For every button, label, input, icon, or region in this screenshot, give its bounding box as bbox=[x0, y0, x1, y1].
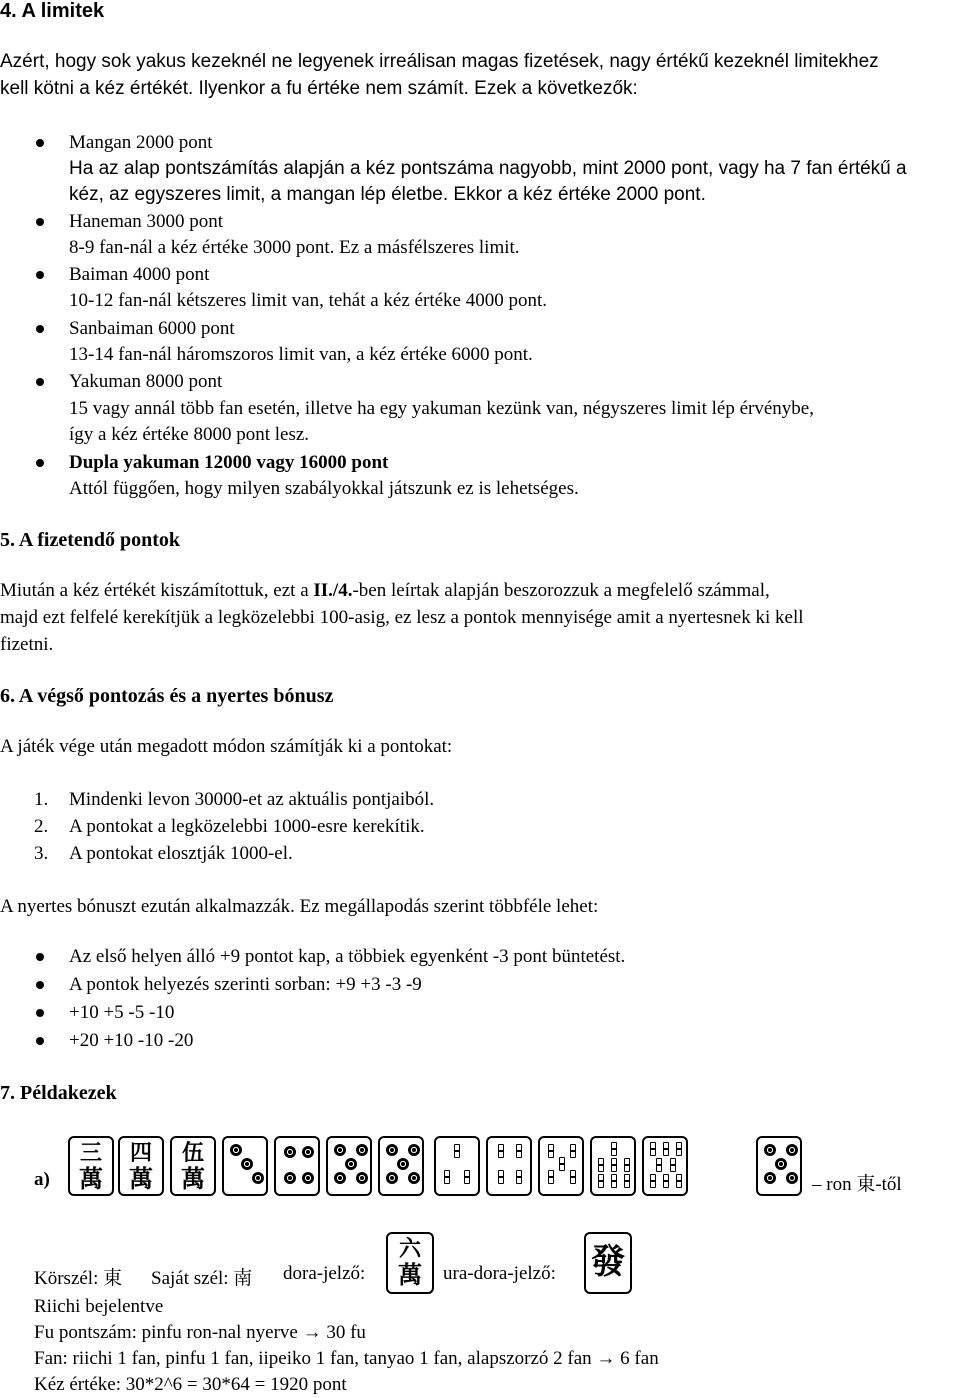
pin-tile bbox=[222, 1136, 268, 1196]
section-4-intro-line-2: kell kötni a kéz értékét. Ilyenkor a fu értéke nem számít. Ezek a következők: bbox=[0, 78, 638, 99]
bullet-icon bbox=[36, 378, 44, 386]
pin-circle-icon bbox=[408, 1172, 420, 1184]
tile-number: 三 bbox=[79, 1140, 102, 1166]
bamboo-stick-icon bbox=[670, 1158, 676, 1172]
bonus-option: +10 +5 -5 -10 bbox=[69, 1002, 175, 1023]
section-7-heading: 7. Példakezek bbox=[0, 1082, 117, 1104]
bonus-intro: A nyertes bónuszt ezután alkalmazzák. Ez megállapodás szerint többféle lehet: bbox=[0, 896, 599, 917]
pin-circle-icon bbox=[302, 1146, 314, 1158]
limit-desc-line: 13-14 fan-nál háromszoros limit van, a kéz értéke 6000 pont. bbox=[69, 344, 533, 365]
bonus-option: Az első helyen álló +9 pontot kap, a többiek egyenként -3 pont büntetést. bbox=[69, 946, 626, 967]
limit-desc-line: Attól függően, hogy milyen szabályokkal játszunk ez is lehetséges. bbox=[69, 478, 579, 499]
man-tile bbox=[118, 1136, 164, 1196]
pin-circle-icon bbox=[397, 1158, 409, 1170]
step-text: A pontokat a legközelebbi 1000-esre kerekítik. bbox=[69, 816, 425, 837]
bonus-option: +20 +10 -10 -20 bbox=[69, 1030, 194, 1051]
tile-number: 伍 bbox=[181, 1140, 204, 1166]
bamboo-stick-icon bbox=[650, 1174, 656, 1188]
tile-suit: 萬 bbox=[181, 1164, 205, 1193]
bamboo-stick-icon bbox=[548, 1170, 554, 1184]
bamboo-stick-icon bbox=[559, 1157, 565, 1171]
bamboo-stick-icon bbox=[598, 1174, 604, 1188]
pin-circle-icon bbox=[764, 1144, 776, 1156]
ura-dora-indicator-tile bbox=[584, 1232, 632, 1294]
limit-title-mangan: Mangan 2000 pont bbox=[69, 132, 213, 153]
bamboo-stick-icon bbox=[611, 1158, 617, 1172]
bamboo-stick-icon bbox=[464, 1170, 470, 1184]
section-6-heading: 6. A végső pontozás és a nyertes bónusz bbox=[0, 685, 334, 707]
note-line: Riichi bejelentve bbox=[34, 1296, 164, 1317]
step-text: Mindenki levon 30000-et az aktuális pontjaiból. bbox=[69, 789, 435, 810]
bullet-icon bbox=[36, 271, 44, 279]
pin-circle-icon bbox=[334, 1172, 346, 1184]
section-5-line-1-post: -ben leírtak alapján beszorozzuk a megfelelő számmal, bbox=[352, 580, 770, 601]
bullet-icon bbox=[36, 1009, 44, 1017]
bamboo-stick-icon bbox=[570, 1170, 576, 1184]
bamboo-stick-icon bbox=[624, 1158, 630, 1172]
ron-text: – ron 東-től bbox=[812, 1174, 902, 1195]
pin-tile bbox=[274, 1136, 320, 1196]
step-number: 3. bbox=[34, 843, 49, 864]
limit-title-sanbaiman: Sanbaiman 6000 pont bbox=[69, 318, 235, 339]
limit-title-baiman: Baiman 4000 pont bbox=[69, 264, 210, 285]
pin-tile bbox=[378, 1136, 424, 1196]
bamboo-stick-icon bbox=[454, 1144, 460, 1158]
sou-tile bbox=[538, 1136, 584, 1196]
bamboo-stick-icon bbox=[676, 1174, 682, 1188]
tile-number: 六 bbox=[398, 1236, 421, 1262]
pin-tile bbox=[756, 1136, 802, 1196]
section-5-line-1-bold: II./4. bbox=[313, 580, 353, 601]
bamboo-stick-icon bbox=[676, 1142, 682, 1156]
bamboo-stick-icon bbox=[498, 1170, 504, 1184]
pin-circle-icon bbox=[334, 1144, 346, 1156]
bullet-icon bbox=[36, 325, 44, 333]
pin-circle-icon bbox=[408, 1144, 420, 1156]
man-tile bbox=[170, 1136, 216, 1196]
pin-circle-icon bbox=[786, 1144, 798, 1156]
section-4-intro-line-1: Azért, hogy sok yakus kezeknél ne legyenek irreálisan magas fizetések, nagy értékű kezeknél limitekhez bbox=[0, 51, 879, 72]
pin-circle-icon bbox=[386, 1144, 398, 1156]
bullet-icon bbox=[36, 953, 44, 961]
bullet-icon bbox=[36, 981, 44, 989]
limit-desc-line: 15 vagy annál több fan esetén, illetve ha egy yakuman kezünk van, négyszeres limit lép érvénybe, bbox=[69, 398, 814, 419]
bamboo-stick-icon bbox=[444, 1170, 450, 1184]
bamboo-stick-icon bbox=[663, 1142, 669, 1156]
section-5-line-2: majd ezt felfelé kerekítjük a legközelebbi 100-asig, ez lesz a pontok mennyisége amit a nyertesnek ki kell bbox=[0, 607, 804, 628]
bamboo-stick-icon bbox=[650, 1142, 656, 1156]
section-5-heading: 5. A fizetendő pontok bbox=[0, 529, 181, 551]
pin-circle-icon bbox=[786, 1172, 798, 1184]
note-line: Fan: riichi 1 fan, pinfu 1 fan, iipeiko 1 fan, tanyao 1 fan, alapszorzó 2 fan → 6 fan bbox=[34, 1348, 659, 1369]
pin-circle-icon bbox=[252, 1172, 264, 1184]
tile-number: 四 bbox=[129, 1140, 152, 1166]
bamboo-stick-icon bbox=[548, 1144, 554, 1158]
sou-tile bbox=[590, 1136, 636, 1196]
tile-suit: 萬 bbox=[129, 1164, 153, 1193]
section-5-line-1 bbox=[0, 580, 770, 602]
pin-circle-icon bbox=[345, 1158, 357, 1170]
bullet-icon bbox=[36, 1037, 44, 1045]
bamboo-stick-icon bbox=[570, 1144, 576, 1158]
bullet-icon bbox=[36, 218, 44, 226]
round-wind-label: Körszél: 東 bbox=[34, 1268, 123, 1289]
limit-desc-line: így a kéz értéke 8000 pont lesz. bbox=[69, 424, 310, 445]
bamboo-stick-icon bbox=[598, 1158, 604, 1172]
pin-circle-icon bbox=[284, 1172, 296, 1184]
pin-circle-icon bbox=[386, 1172, 398, 1184]
pin-circle-icon bbox=[764, 1172, 776, 1184]
dora-label: dora-jelző: bbox=[283, 1263, 366, 1284]
section-5-line-3: fizetni. bbox=[0, 634, 54, 655]
pin-circle-icon bbox=[775, 1158, 787, 1170]
section-5-line-1-pre: Miután a kéz értékét kiszámítottuk, ezt a bbox=[0, 580, 314, 601]
pin-circle-icon bbox=[241, 1158, 253, 1170]
tile-suit: 萬 bbox=[79, 1164, 103, 1193]
pin-circle-icon bbox=[230, 1144, 242, 1156]
dora-indicator-tile bbox=[386, 1232, 434, 1294]
bamboo-stick-icon bbox=[498, 1144, 504, 1158]
section-4-heading: 4. A limitek bbox=[0, 0, 105, 22]
ura-dora-label: ura-dora-jelző: bbox=[443, 1263, 556, 1284]
bullet-icon bbox=[36, 139, 44, 147]
step-number: 1. bbox=[34, 789, 49, 810]
step-text: A pontokat elosztják 1000-el. bbox=[69, 843, 293, 864]
bamboo-stick-icon bbox=[611, 1142, 617, 1156]
bullet-icon bbox=[36, 459, 44, 467]
sou-tile bbox=[642, 1136, 688, 1196]
limit-desc-line: kéz, az egyszeres limit, a mangan lép életbe. Ekkor a kéz értéke 2000 pont. bbox=[69, 184, 706, 205]
pin-circle-icon bbox=[284, 1146, 296, 1158]
bamboo-stick-icon bbox=[624, 1174, 630, 1188]
hatsu-glyph: 發 bbox=[591, 1242, 625, 1282]
note-line: Fu pontszám: pinfu ron-nal nyerve → 30 fu bbox=[34, 1322, 366, 1343]
note-line: Kéz értéke: 30*2^6 = 30*64 = 1920 pont bbox=[34, 1374, 347, 1395]
pin-circle-icon bbox=[302, 1172, 314, 1184]
tile-suit: 萬 bbox=[398, 1260, 422, 1289]
bamboo-stick-icon bbox=[516, 1170, 522, 1184]
sou-tile bbox=[434, 1136, 480, 1196]
limit-title-dupla-yakuman: Dupla yakuman 12000 vagy 16000 pont bbox=[69, 452, 389, 473]
limit-desc-line: 8-9 fan-nál a kéz értéke 3000 pont. Ez a másfélszeres limit. bbox=[69, 237, 520, 258]
seat-wind-label: Saját szél: 南 bbox=[151, 1268, 253, 1289]
section-6-intro: A játék vége után megadott módon számítják ki a pontokat: bbox=[0, 736, 453, 757]
bamboo-stick-icon bbox=[516, 1144, 522, 1158]
man-tile bbox=[68, 1136, 114, 1196]
pin-tile bbox=[326, 1136, 372, 1196]
example-label: a) bbox=[34, 1169, 50, 1190]
limit-desc-line: Ha az alap pontszámítás alapján a kéz pontszáma nagyobb, mint 2000 pont, vagy ha 7 fan értékű a bbox=[69, 158, 907, 179]
bamboo-stick-icon bbox=[656, 1158, 662, 1172]
pin-circle-icon bbox=[356, 1172, 368, 1184]
pin-circle-icon bbox=[356, 1144, 368, 1156]
step-number: 2. bbox=[34, 816, 49, 837]
limit-desc-line: 10-12 fan-nál kétszeres limit van, tehát a kéz értéke 4000 pont. bbox=[69, 290, 547, 311]
sou-tile bbox=[486, 1136, 532, 1196]
limit-title-haneman: Haneman 3000 pont bbox=[69, 211, 224, 232]
bamboo-stick-icon bbox=[663, 1174, 669, 1188]
limit-title-yakuman: Yakuman 8000 pont bbox=[69, 371, 223, 392]
bonus-option: A pontok helyezés szerinti sorban: +9 +3 -3 -9 bbox=[69, 974, 422, 995]
bamboo-stick-icon bbox=[611, 1174, 617, 1188]
